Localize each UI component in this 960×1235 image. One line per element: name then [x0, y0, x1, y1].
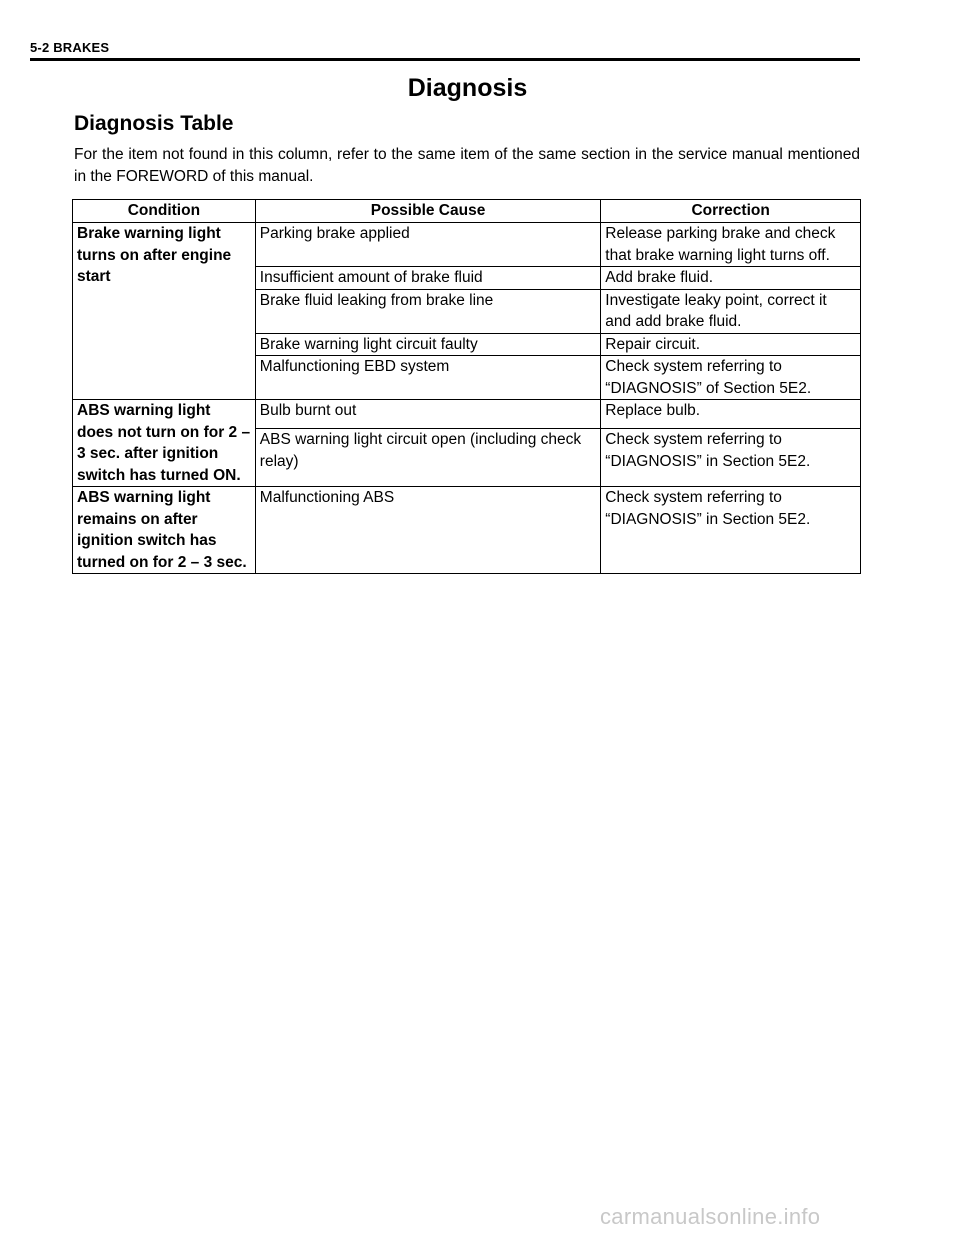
header-rule	[30, 58, 860, 61]
cause-cell: Parking brake applied	[255, 223, 601, 267]
correction-cell: Investigate leaky point, correct it and add brake fluid.	[601, 289, 861, 333]
correction-cell: Check system referring to “DIAGNOSIS” in Section 5E2.	[601, 429, 861, 487]
intro-paragraph: For the item not found in this column, refer to the same item of the same section in the service manual mentioned in the FOREWORD of this manual.	[74, 146, 860, 185]
section-title: Diagnosis Table	[74, 112, 234, 135]
cause-cell: Brake warning light circuit faulty	[255, 333, 601, 356]
table-row	[73, 223, 861, 267]
cause-cell: Brake fluid leaking from brake line	[255, 289, 601, 333]
column-header-possible-cause: Possible Cause	[255, 200, 601, 223]
table-row	[73, 400, 861, 429]
correction-cell: Replace bulb.	[601, 400, 861, 429]
cause-cell: Insufficient amount of brake fluid	[255, 267, 601, 290]
cause-cell: Malfunctioning EBD system	[255, 356, 601, 400]
condition-cell: Brake warning light turns on after engine start	[73, 223, 256, 400]
cause-cell: Bulb burnt out	[255, 400, 601, 429]
condition-cell: ABS warning light does not turn on for 2 – 3 sec. after ignition switch has turned ON.	[73, 400, 256, 487]
correction-cell: Release parking brake and check that brake warning light turns off.	[601, 223, 861, 267]
cause-cell: ABS warning light circuit open (including check relay)	[255, 429, 601, 487]
correction-cell: Repair circuit.	[601, 333, 861, 356]
table-header-row	[73, 200, 861, 223]
correction-cell: Check system referring to “DIAGNOSIS” in Section 5E2.	[601, 487, 861, 574]
column-header-condition: Condition	[73, 200, 256, 223]
page-title: Diagnosis	[407, 74, 528, 102]
table-row	[73, 487, 861, 574]
watermark-text: carmanualsonline.info	[600, 1204, 821, 1229]
section-header-label: 5-2 BRAKES	[30, 40, 110, 55]
correction-cell: Check system referring to “DIAGNOSIS” of Section 5E2.	[601, 356, 861, 400]
cause-cell: Malfunctioning ABS	[255, 487, 601, 574]
correction-cell: Add brake fluid.	[601, 267, 861, 290]
condition-cell: ABS warning light remains on after ignition switch has turned on for 2 – 3 sec.	[73, 487, 256, 574]
column-header-correction: Correction	[601, 200, 861, 223]
diagnosis-table	[72, 199, 861, 574]
